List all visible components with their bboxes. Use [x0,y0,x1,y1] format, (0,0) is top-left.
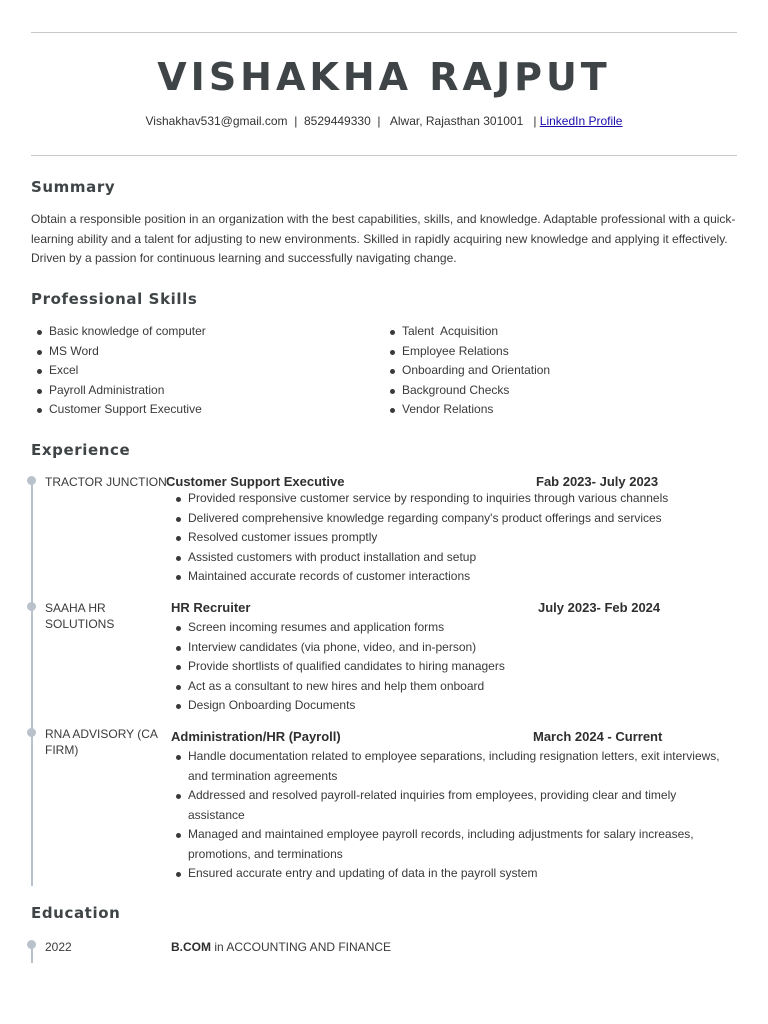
job-duties [171,618,736,716]
top-divider [31,32,737,33]
linkedin-link[interactable]: LinkedIn Profile [539,114,623,128]
candidate-name: VISHAKHA RAJPUT [157,55,611,99]
timeline-dot [27,940,36,949]
list-item: Vendor Relations [384,400,550,420]
skills-list-left [31,322,206,420]
list-item: Resolved customer issues promptly [171,528,736,548]
list-item: Provide shortlists of qualified candidates to hiring managers [171,657,736,677]
skills-heading: Professional Skills [31,290,198,308]
list-item: Delivered comprehensive knowledge regarding company's product offerings and services [171,509,736,529]
list-item: Managed and maintained employee payroll records, including adjustments for salary increases, promotions, and terminations [171,825,721,864]
list-item: Excel [31,361,206,381]
timeline-dot [27,728,36,737]
timeline-dot [27,476,36,485]
list-item: Ensured accurate entry and updating of data in the payroll system [171,864,721,884]
list-item: Talent Acquisition [384,322,550,342]
education-heading: Education [31,904,121,922]
list-item: Interview candidates (via phone, video, and in-person) [171,638,736,658]
summary-text: Obtain a responsible position in an organization with the best capabilities, skills, and knowledge. Adaptable professional with a quick-learning ability and a talent for adjusting to new environments. Skilled in rapidly acquiring new knowledge and applying it effectively. Driven by a passion for continuous learning and successfully navigating change. [31,212,736,265]
company-name: SAAHA HR SOLUTIONS [45,601,115,631]
education-year: 2022 [45,940,72,954]
list-item: Customer Support Executive [31,400,206,420]
list-item: Handle documentation related to employee separations, including resignation letters, exit interviews, and termination agreements [171,747,721,786]
degree-field: in ACCOUNTING AND FINANCE [211,940,392,954]
list-item: Basic knowledge of computer [31,322,206,342]
list-item: Screen incoming resumes and application forms [171,618,736,638]
job-title: Customer Support Executive [166,474,345,489]
list-item: Employee Relations [384,342,550,362]
email-text[interactable]: Vishakhav531@gmail.com [145,114,288,128]
job-duties [171,747,721,884]
job-title: Administration/HR (Payroll) [171,729,341,744]
skills-list-right [384,322,550,420]
job-title: HR Recruiter [171,600,251,615]
job-dates: Fab 2023- July 2023 [536,474,659,489]
summary-heading: Summary [31,178,116,196]
phone-text: 8529449330 [304,114,371,128]
header-divider [31,155,737,156]
job-dates: March 2024 - Current [533,729,663,744]
list-item: Onboarding and Orientation [384,361,550,381]
list-item: Act as a consultant to new hires and help them onboard [171,677,736,697]
list-item: Design Onboarding Documents [171,696,736,716]
timeline-dot [27,602,36,611]
job-duties [171,489,736,587]
company-name: RNA ADVISORY (CA FIRM) [45,727,158,757]
location-text: Alwar, Rajasthan 301001 [389,114,524,128]
contact-line: Vishakhav531@gmail.com | 8529449330 | Alwar, Rajasthan 301001 | LinkedIn Profile [145,114,623,128]
list-item: Payroll Administration [31,381,206,401]
list-item: Addressed and resolved payroll-related inquiries from employees, providing clear and timely assistance [171,786,721,825]
list-item: Background Checks [384,381,550,401]
list-item: Provided responsive customer service by responding to inquiries through various channels [171,489,736,509]
list-item: Assisted customers with product installation and setup [171,548,736,568]
degree-name: B.COM [171,940,211,954]
education-degree [171,940,391,954]
experience-timeline [31,482,33,886]
experience-heading: Experience [31,441,131,459]
company-name: TRACTOR JUNCTION [45,475,167,489]
list-item: MS Word [31,342,206,362]
list-item: Maintained accurate records of customer interactions [171,567,736,587]
job-dates: July 2023- Feb 2024 [538,600,661,615]
